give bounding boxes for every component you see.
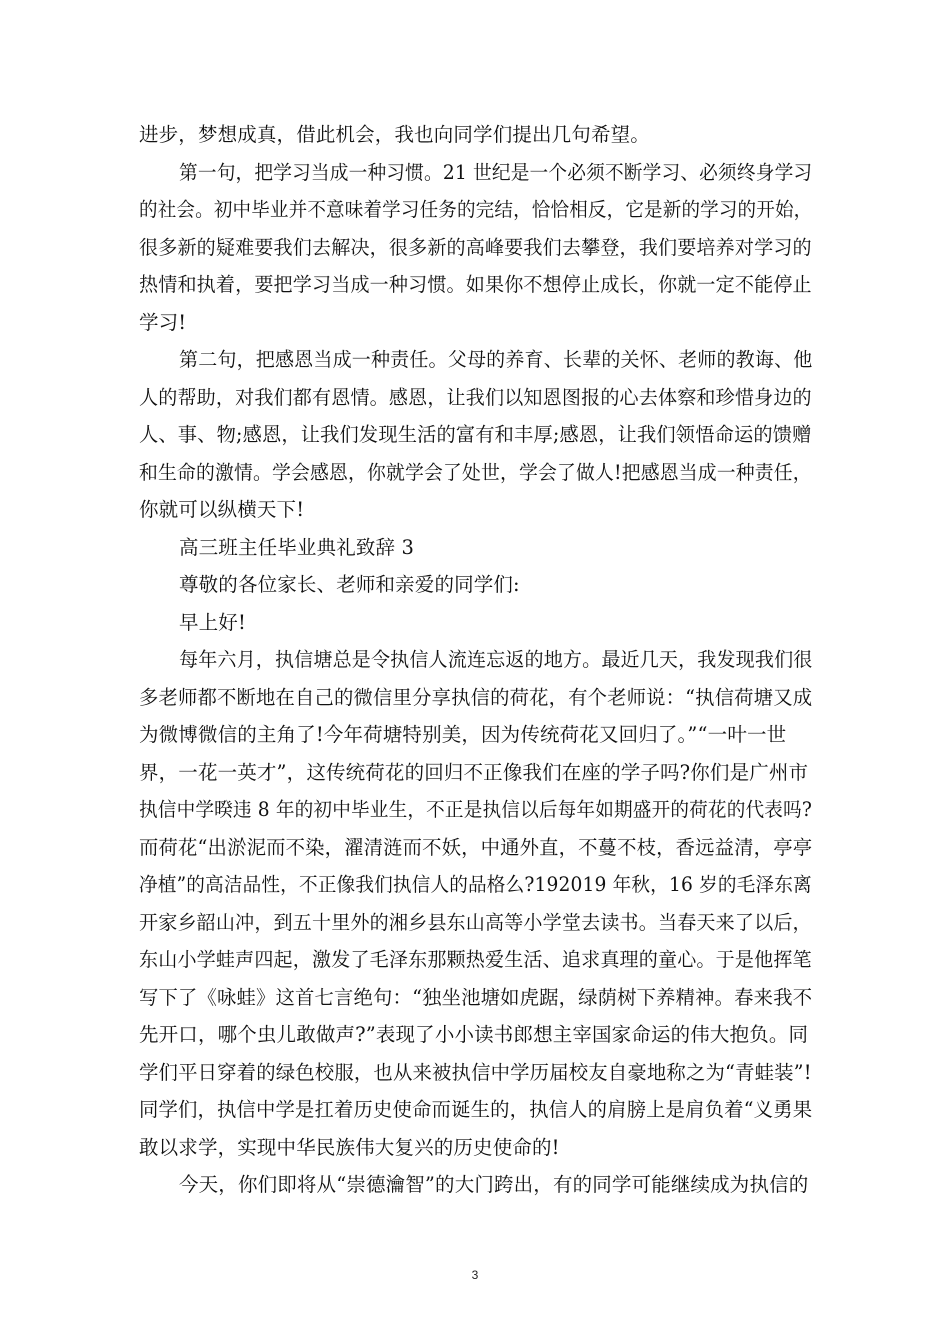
text-line: 热情和执着，要把学习当成一种习惯。如果你不想停止成长，你就一定不能停止 xyxy=(139,273,812,296)
text-line: 的社会。初中毕业并不意味着学习任务的完结，恰恰相反，它是新的学习的开始， xyxy=(139,198,813,221)
text-line: 写下了《咏蛙》这首七言绝句：“独坐池塘如虎踞，绿荫树下养精神。春来我不 xyxy=(139,986,813,1009)
text-line: 进步，梦想成真，借此机会，我也向同学们提出几句希望。 xyxy=(139,123,650,146)
greeting: 早上好! xyxy=(179,611,246,634)
text-line: 同学们，执信中学是扛着历史使命而诞生的，执信人的肩膀上是肩负着“义勇果 xyxy=(139,1098,813,1121)
salutation: 尊敬的各位家长、老师和亲爱的同学们: xyxy=(179,573,520,596)
text-line: 执信中学暌违 8 年的初中毕业生，不正是执信以后每年如期盛开的荷花的代表吗? xyxy=(139,798,812,821)
paragraph-first-line: 第一句，把学习当成一种习惯。21 世纪是一个必须不断学习、必须终身学习 xyxy=(179,161,813,184)
text-line: 东山小学蛙声四起，激发了毛泽东那颗热爱生活、追求真理的童心。于是他挥笔 xyxy=(139,948,812,971)
text-line: 很多新的疑难要我们去解决，很多新的高峰要我们去攀登，我们要培养对学习的 xyxy=(139,236,812,259)
text-line: 学们平日穿着的绿色校服，也从来被执信中学历届校友自豪地称之为“青蛙装”! xyxy=(139,1061,812,1084)
text-line: 为微博微信的主角了!今年荷塘特别美，因为传统荷花又回归了。”“一叶一世 xyxy=(139,723,787,746)
text-line: 人、事、物;感恩，让我们发现生活的富有和丰厚;感恩，让我们领悟命运的馈赠 xyxy=(139,423,812,446)
paragraph-first-line: 第二句，把感恩当成一种责任。父母的养育、长辈的关怀、老师的教诲、他 xyxy=(179,348,813,371)
page-number: 3 xyxy=(471,1268,479,1282)
text-line: 你就可以纵横天下! xyxy=(139,498,305,521)
text-line: 界，一花一英才”，这传统荷花的回归不正像我们在座的学子吗?你们是广州市 xyxy=(139,761,809,784)
text-line: 开家乡韶山冲，到五十里外的湘乡县东山高等小学堂去读书。当春天来了以后， xyxy=(139,911,812,934)
section-heading: 高三班主任毕业典礼致辞 3 xyxy=(179,536,415,559)
paragraph-first-line: 今天，你们即将从“崇德瀹智”的大门跨出，有的同学可能继续成为执信的 xyxy=(179,1173,809,1196)
text-line: 学习! xyxy=(139,311,187,334)
text-line: 人的帮助，对我们都有恩情。感恩，让我们以知恩图报的心去体察和珍惜身边的 xyxy=(139,386,812,409)
paragraph-first-line: 每年六月，执信塘总是令执信人流连忘返的地方。最近几天，我发现我们很 xyxy=(179,648,813,671)
text-line: 而荷花“出淤泥而不染，濯清涟而不妖，中通外直，不蔓不枝，香远益清，亭亭 xyxy=(139,836,813,859)
text-line: 先开口，哪个虫儿敢做声?”表现了小小读书郎想主宰国家命运的伟大抱负。同 xyxy=(139,1023,809,1046)
text-line: 多老师都不断地在自己的微信里分享执信的荷花，有个老师说：“执信荷塘又成 xyxy=(139,686,813,709)
text-line: 敢以求学，实现中华民族伟大复兴的历史使命的! xyxy=(139,1136,560,1159)
text-line: 净植”的高洁品性，不正像我们执信人的品格么?192019 年秋，16 岁的毛泽东离 xyxy=(139,873,812,896)
text-line: 和生命的激情。学会感恩，你就学会了处世，学会了做人!把感恩当成一种责任， xyxy=(139,461,812,484)
